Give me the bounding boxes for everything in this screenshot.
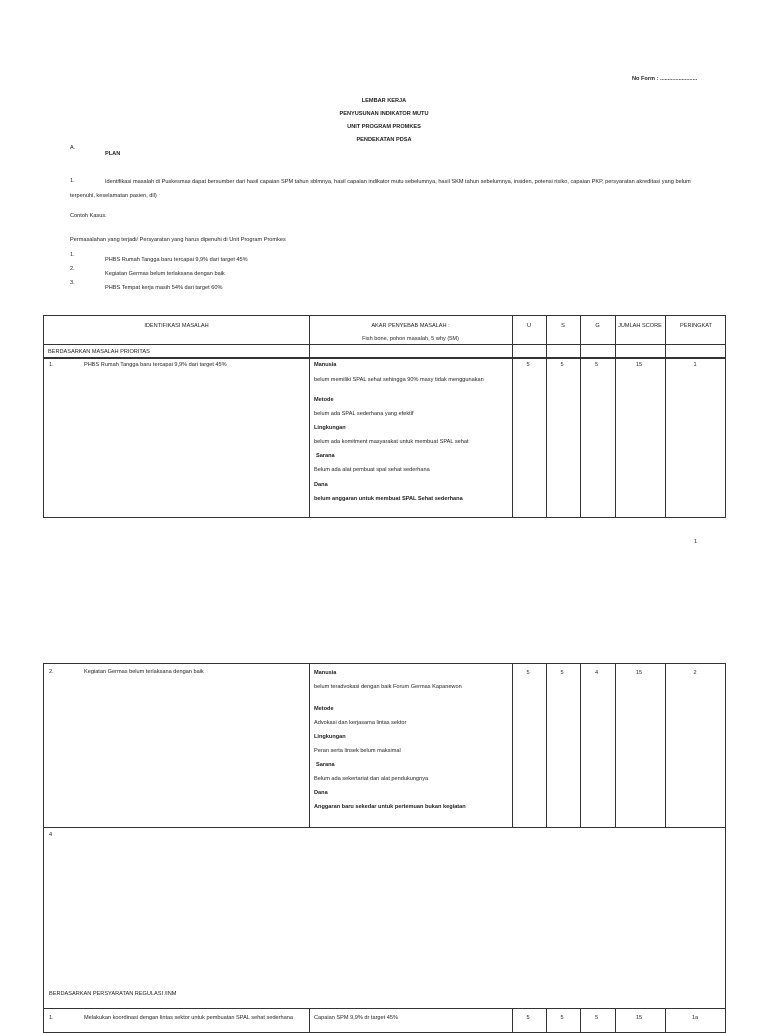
example-label: Contoh Kasus. [70,213,107,219]
row2-g: 4 [594,670,599,676]
row1-cause-lingkungan: Lingkungan [314,425,346,431]
problem-1-number: 1. [70,252,75,258]
problem-2-text: Kegiatan Germas belum terlaksana dengan baik [105,271,225,277]
row1-cause-lingkungan-desc: belum ada komitment masyarakat untuk membuat SPAL sehat [314,439,469,445]
header-s: S [561,323,565,329]
row3-u: 5 [526,1015,530,1021]
row1-cause-metode-desc: belum ada SPAL sederhana yang efektif [314,411,414,417]
row2-u: 5 [526,670,530,676]
row2-cause-lingkungan: Lingkungan [314,734,346,740]
row3-number: 1. [49,1015,54,1021]
row3-peringkat: 1a [691,1015,699,1021]
row3-s: 5 [560,1015,564,1021]
row1-cause-dana-desc: belum anggaran untuk membuat SPAL Sehat sederhana [314,496,463,502]
section-prioritas: BERDASARKAN MASALAH PRIORITAS [48,349,150,355]
problems-intro: Permasalahan yang terjadi/ Persyaratan yang harus dipenuhi di Unit Program Promkes [70,237,286,243]
row2-cause-sarana-desc: Belum ada sekertariat dan alat pendukungnya [314,776,429,782]
header-akar: AKAR PENYEBAB MASALAH : [371,323,450,329]
form-number: No Form : ........................ [632,76,698,82]
section-label: PLAN [105,151,121,157]
problem-1-text: PHBS Rumah Tangga baru tercapai 9,9% dari target 45% [105,257,248,263]
row2-cause-dana: Dana [314,790,328,796]
header-u: U [526,323,532,329]
row1-cause-dana: Dana [314,482,328,488]
row1-u: 5 [526,362,530,368]
title-unit: UNIT PROGRAM PROMKES [347,124,421,130]
header-peringkat: PERINGKAT [680,323,712,329]
row2-cause-lingkungan-desc: Peran serta linsek belum maksimal [314,748,401,754]
row4-marker: 4 [49,832,53,838]
step1-line2: terpenuhi, keselamatan pasien, dll) [70,193,157,199]
title-penyusunan: PENYUSUNAN INDIKATOR MUTU [339,111,429,117]
row1-cause-metode: Metode [314,397,334,403]
row1-s: 5 [560,362,564,368]
problem-3-text: PHBS Tempat kerja masih 54% dari target 60% [105,285,223,291]
row3-masalah: Melakukan koordinasi dengan lintas sektor untuk pembuatan SPAL sehat sederhana [84,1015,293,1021]
row1-peringkat: 1 [693,362,697,368]
row2-cause-sarana: Sarana [316,762,335,768]
row1-number: 1. [49,362,54,368]
row2-cause-metode: Metode [314,706,334,712]
row1-masalah: PHBS Rumah Tangga baru tercapai 9,9% dari target 45% [84,362,227,368]
row1-cause-manusia: Manusia [314,362,337,368]
section-regulasi: BERDASARKAN PERSYARATAN REGULASI /INM [49,991,177,997]
row2-cause-metode-desc: Advokasi dan kerjasama lintas sektor [314,720,407,726]
row2-cause-dana-desc: Anggaran baru sekedar untuk pertemuan bukan kegiatan [314,804,466,810]
row1-cause-manusia-desc: belum memiliki SPAL sehat sehingga 90% masy tidak menggunakan [314,377,484,383]
row2-jumlah: 15 [635,670,643,676]
header-g: G [595,323,600,329]
header-identifikasi: IDENTIFIKASI MASALAH [144,323,209,329]
row2-number: 2. [49,669,54,675]
row2-cause-manusia-desc: belum teradvokasi dengan baik Forum Germas Kapanewon [314,684,462,690]
row2-masalah: Kegiatan Germas belum terlaksana dengan baik [84,669,204,675]
row1-cause-sarana: Sarana [316,453,335,459]
header-akar-sub: Fish bone, pohon masalah, 5 why (5M) [362,336,459,342]
row1-cause-sarana-desc: Belum ada alat pembuat spal sehat sederhana [314,467,430,473]
header-jumlah: JUMLAH SCORE [618,323,662,329]
problem-table-page2 [43,663,726,1033]
row2-cause-manusia: Manusia [314,670,337,676]
step1-number: 1. [70,178,75,184]
row2-s: 5 [560,670,564,676]
row3-akar: Capaian SPM 9,9% dr target 45% [314,1015,398,1021]
problem-3-number: 3. [70,280,75,286]
row2-peringkat: 2 [693,670,697,676]
page-number: 1 [694,539,698,545]
row1-jumlah: 15 [635,362,643,368]
title-pendekatan: PENDEKATAN PDSA [356,137,412,143]
row1-g: 5 [594,362,599,368]
row3-jumlah: 15 [635,1015,643,1021]
title-lembar-kerja: LEMBAR KERJA [361,98,407,104]
problem-2-number: 2. [70,266,75,272]
row3-g: 5 [594,1015,599,1021]
step1-line1: Identifikasi masalah di Puskesmas dapat bersumber dari hasil capaian SPM tahun sblmnya, hasil capaian indikator mutu sebelumnya, hasil SKM tahun sebelumnya, insiden, potensi risiko, capaian PKP, persyaratan akreditasi yang belum [105,179,691,185]
section-letter: A. [70,145,76,151]
